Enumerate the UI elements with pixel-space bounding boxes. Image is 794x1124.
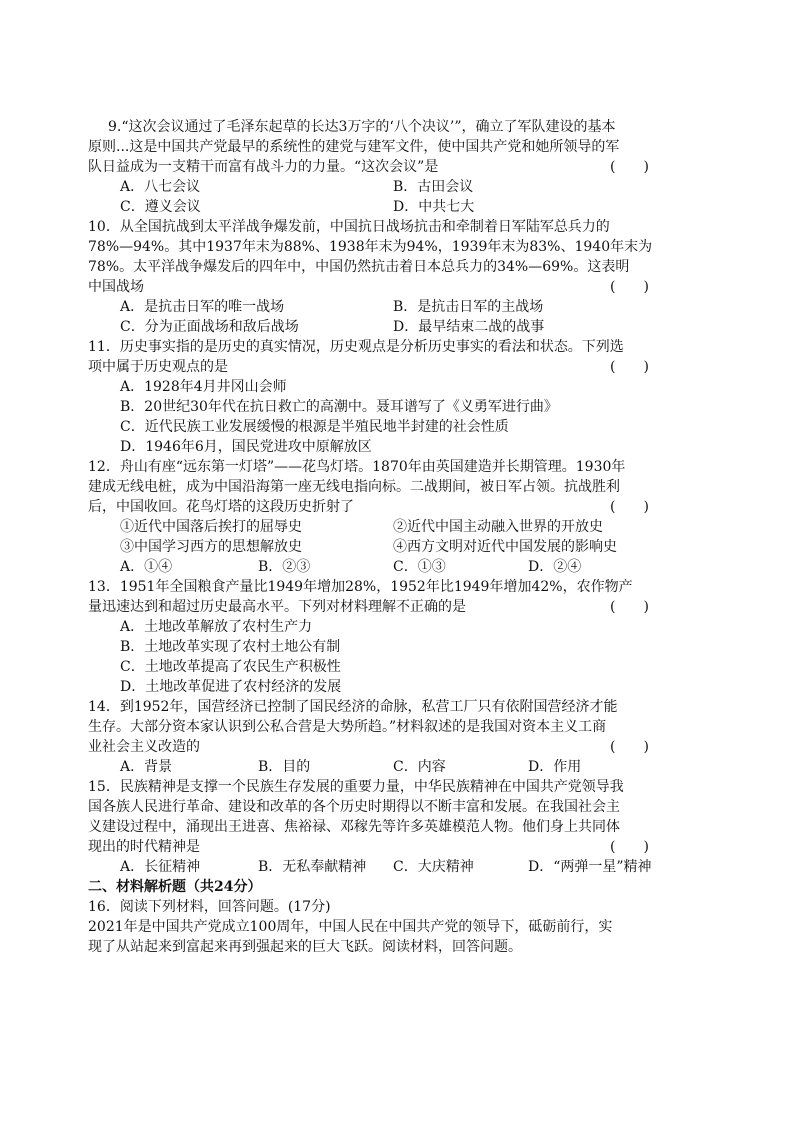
question-text-line: 项中属于历史观点的是	[88, 359, 228, 375]
question-text-line: 14．到1952年，国营经济已控制了国民经济的命脉，私营工厂只有依附国营经济才能	[88, 699, 618, 715]
question-text-line: 12．舟山有座“远东第一灯塔”——花鸟灯塔。1870年由英国建造并长期管理。1930年	[88, 459, 626, 475]
option-a: A．八七会议	[120, 179, 201, 195]
option-d: D．作用	[528, 759, 582, 775]
section-heading: 二、材料解析题（共24分）	[88, 879, 262, 895]
option-b: B．是抗击日军的主战场	[393, 299, 544, 315]
question-text-line: 现出的时代精神是	[88, 839, 200, 855]
option-d: D．“两弹一星”精神	[528, 859, 652, 875]
option-c: C．遵义会议	[120, 199, 201, 215]
option-d: D．中共七大	[393, 199, 475, 215]
answer-bracket: ( )	[610, 739, 649, 755]
option-c: C．①③	[393, 559, 446, 575]
question-text-line: 9.“这次会议通过了毛泽东起草的长达3万字的‘八个决议’”，确立了军队建设的基本	[108, 119, 616, 135]
option-a: A．①④	[120, 559, 173, 575]
option-b: B．古田会议	[393, 179, 474, 195]
question-text-line: 16．阅读下列材料，回答问题。(17分)	[88, 899, 331, 915]
question-text-line: 现了从站起来到富起来再到强起来的巨大飞跃。阅读材料，回答问题。	[88, 939, 522, 955]
option-c: C．大庆精神	[393, 859, 474, 875]
option-a: A．是抗击日军的唯一战场	[120, 299, 285, 315]
question-text-line: 2021年是中国共产党成立100周年，中国人民在中国共产党的领导下，砥砺前行，实	[88, 919, 613, 935]
question-text-line: 业社会主义改造的	[88, 739, 200, 755]
question-text-line: 10．从全国抗战到太平洋战争爆发前，中国抗日战场抗击和牵制着日军陆军总兵力的	[88, 219, 610, 235]
question-text-line: 义建设过程中，涌现出王进喜、焦裕禄、邓稼先等许多英雄模范人物。他们身上共同体	[88, 819, 620, 835]
option-c: C．内容	[393, 759, 446, 775]
option-b: B．20世纪30年代在抗日救亡的高潮中。聂耳谱写了《义勇军进行曲》	[120, 399, 558, 415]
option-b: B．②③	[258, 559, 311, 575]
question-text-line: 78%。太平洋战争爆发后的四年中，中国仍然抗击着日本总兵力的34%—69%。这表明	[88, 259, 630, 275]
answer-bracket: ( )	[610, 279, 649, 295]
option-a: A．土地改革解放了农村生产力	[120, 619, 313, 635]
statement-item-1: ①近代中国落后挨打的屈辱史	[120, 519, 302, 535]
option-d: D．土地改革促进了农村经济的发展	[120, 679, 342, 695]
option-c: C．土地改革提高了农民生产积极性	[120, 659, 341, 675]
statement-item-2: ②近代中国主动融入世界的开放史	[393, 519, 603, 535]
question-text-line: 队日益成为一支精干而富有战斗力的力量。“这次会议”是	[88, 159, 439, 175]
question-text-line: 生存。大部分资本家认识到公私合营是大势所趋。”材料叙述的是我国对资本主义工商	[88, 719, 607, 735]
question-text-line: 78%—94%。其中1937年末为88%、1938年末为94%，1939年末为83%、1940年末为	[88, 239, 653, 255]
option-d: D．②④	[528, 559, 582, 575]
option-a: A．背景	[120, 759, 173, 775]
option-b: B．目的	[258, 759, 311, 775]
option-c: C．分为正面战场和敌后战场	[120, 319, 299, 335]
statement-item-4: ④西方文明对近代中国发展的影响史	[393, 539, 617, 555]
answer-bracket: ( )	[610, 359, 649, 375]
option-b: B．土地改革实现了农村土地公有制	[120, 639, 341, 655]
statement-item-3: ③中国学习西方的思想解放史	[120, 539, 302, 555]
answer-bracket: ( )	[610, 499, 649, 515]
option-a: A．长征精神	[120, 859, 201, 875]
question-text-line: 建成无线电桩，成为中国沿海第一座无线电指向标。二战期间，被日军占领。抗战胜利	[88, 479, 620, 495]
question-text-line: 量迅速达到和超过历史最高水平。下列对材料理解不正确的是	[88, 599, 466, 615]
answer-bracket: ( )	[610, 159, 649, 175]
question-text-line: 11．历史事实指的是历史的真实情况，历史观点是分析历史事实的看法和状态。下列选	[88, 339, 624, 355]
option-b: B．无私奉献精神	[258, 859, 367, 875]
question-text-line: 15．民族精神是支撑一个民族生存发展的重要力量，中华民族精神在中国共产党领导我	[88, 779, 624, 795]
answer-bracket: ( )	[610, 599, 649, 615]
question-text-line: 中国战场	[88, 279, 144, 295]
option-a: A．1928年4月井冈山会师	[120, 379, 287, 395]
question-text-line: 国各族人民进行革命、建设和改革的各个历史时期得以不断丰富和发展。在我国社会主	[88, 799, 620, 815]
question-text-line: 后，中国收回。花鸟灯塔的这段历史折射了	[88, 499, 354, 515]
option-d: D．最早结束二战的战事	[393, 319, 545, 335]
option-d: D．1946年6月，国民党进攻中原解放区	[120, 439, 372, 455]
question-text-line: 原则...这是中国共产党最早的系统性的建党与建军文件，使中国共产党和她所领导的军	[88, 139, 620, 155]
option-c: C．近代民族工业发展缓慢的根源是半殖民地半封建的社会性质	[120, 419, 509, 435]
answer-bracket: ( )	[610, 839, 649, 855]
question-text-line: 13．1951年全国粮食产量比1949年增加28%，1952年比1949年增加42%，农作物产	[88, 579, 633, 595]
